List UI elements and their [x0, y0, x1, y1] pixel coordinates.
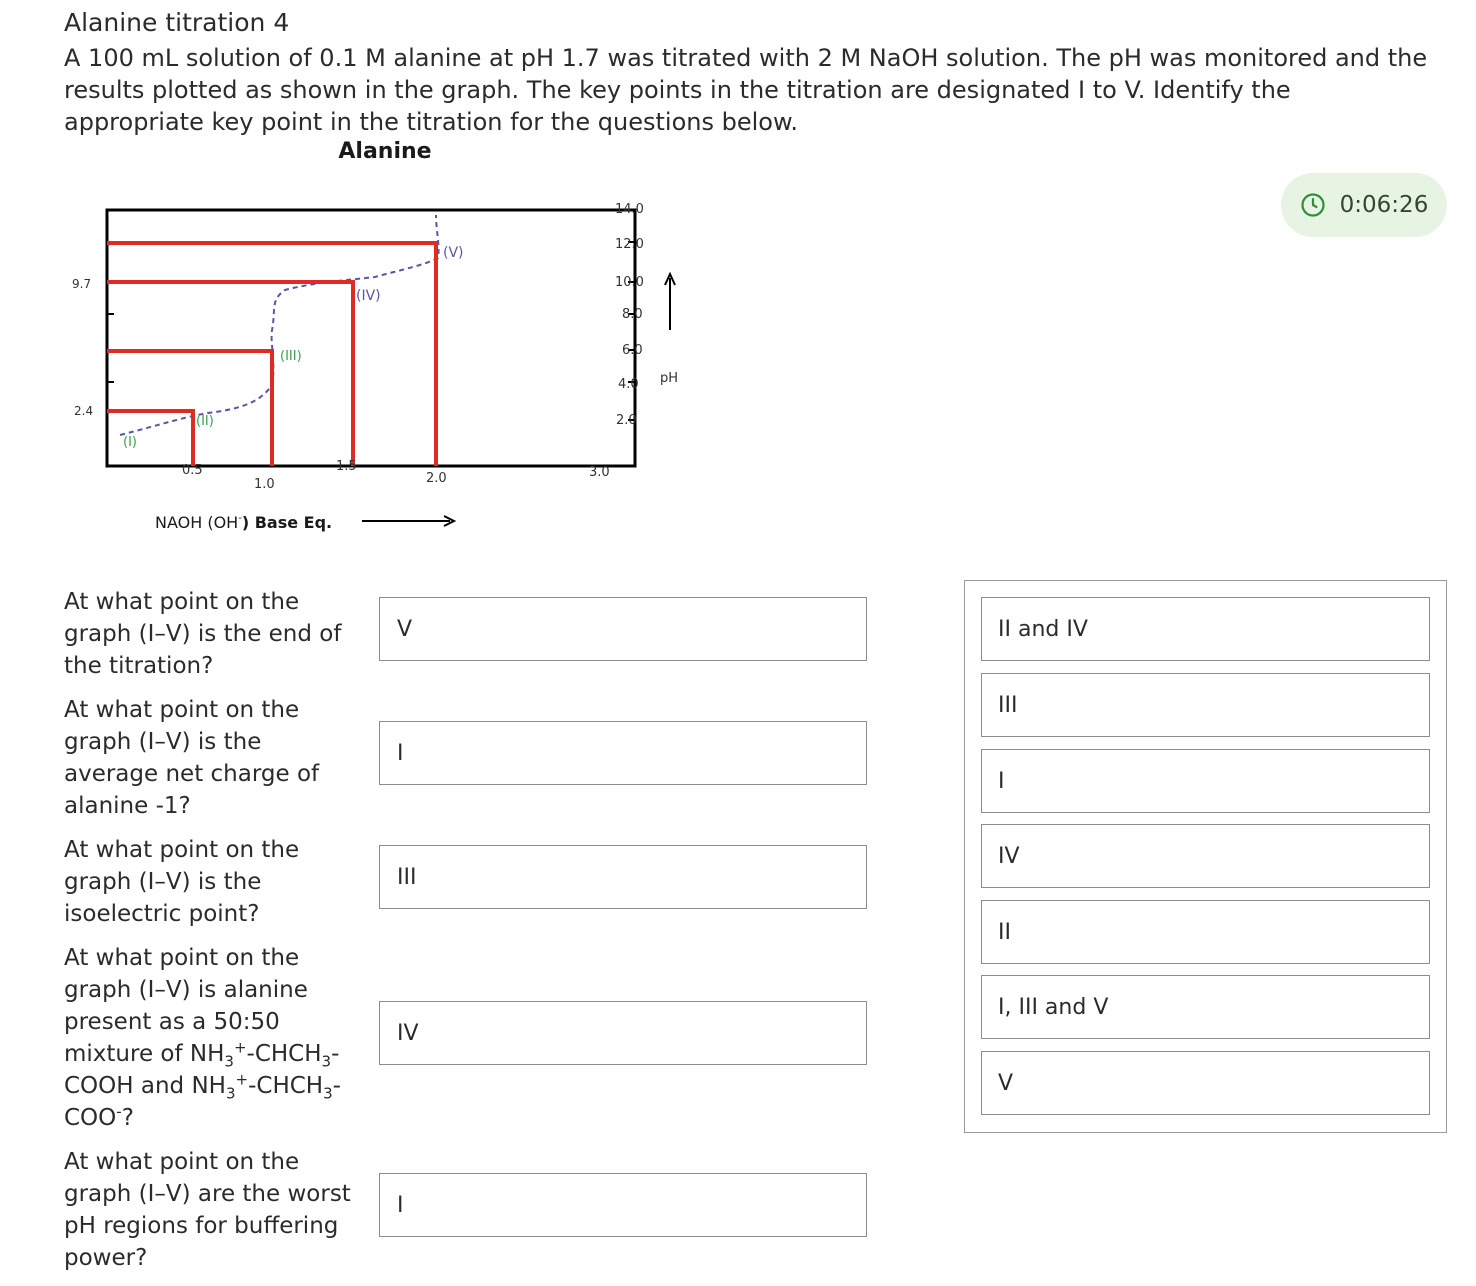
right-label-6: 6.0 — [622, 343, 643, 358]
right-label-8: 8.0 — [622, 307, 643, 322]
pool-item-iii[interactable]: III — [981, 673, 1430, 737]
answer-box-3[interactable]: III — [379, 845, 867, 909]
right-label-10: 10.0 — [615, 275, 644, 290]
bottom-label-1-0: 1.0 — [254, 477, 275, 492]
question-1: At what point on the graph (I–V) is the end of the titration? — [64, 589, 342, 679]
answer-box-5[interactable]: I — [379, 1173, 867, 1237]
question-4-part: ? — [121, 1105, 134, 1131]
x-axis-label — [155, 513, 332, 532]
question-4-part: At what point on the graph (I–V) is alanine present as a 50:50 mixture of NH — [64, 945, 308, 1067]
clock-icon — [1300, 192, 1326, 218]
bottom-label-1-5: 1.5 — [336, 459, 357, 474]
point-label-ii: (II) — [196, 414, 214, 429]
x-axis-label-minus: - — [238, 513, 242, 524]
left-label-2-4: 2.4 — [74, 404, 94, 418]
right-label-4: 4.0 — [618, 377, 639, 392]
bottom-label-2-0: 2.0 — [426, 471, 447, 486]
question-3: At what point on the graph (I–V) is the isoelectric point? — [64, 837, 300, 927]
answer-box-1[interactable]: V — [379, 597, 867, 661]
plot-frame — [107, 210, 635, 466]
question-4-part: -CHCH — [248, 1073, 324, 1099]
question-4 — [64, 942, 354, 1134]
question-4-sup: - — [116, 1102, 122, 1121]
pool-item-ii[interactable]: II — [981, 900, 1430, 964]
timer — [1281, 173, 1447, 237]
answer-box-2[interactable]: I — [379, 721, 867, 785]
ph-label: pH — [660, 371, 679, 386]
pool-item-i[interactable]: I — [981, 749, 1430, 813]
point-label-i: (I) — [123, 435, 137, 450]
pool-item-iv[interactable]: IV — [981, 824, 1430, 888]
question-4-sub: 3 — [224, 1052, 234, 1071]
bottom-label-0-5: 0.5 — [182, 463, 203, 478]
question-4-sup: + — [235, 1070, 249, 1089]
pool-item-v[interactable]: V — [981, 1051, 1430, 1115]
point-label-iv: (IV) — [356, 288, 381, 304]
question-5: At what point on the graph (I–V) are the worst pH regions for buffering power? — [64, 1149, 351, 1271]
left-label-9-7: 9.7 — [72, 277, 92, 291]
timer-value: 0:06:26 — [1339, 192, 1429, 218]
titration-graph — [40, 130, 740, 550]
question-4-sup: + — [233, 1038, 247, 1057]
right-label-14: 14.0 — [615, 202, 644, 217]
question-4-sub: 3 — [323, 1084, 333, 1103]
question-intro: A 100 mL solution of 0.1 M alanine at pH 1.7 was titrated with 2 M NaOH solution. The pH was monitored and the results plotted as shown in the graph. The key points in the titration are designated I to V. Identify the appropriate key point in the titration for the questions below. — [64, 44, 1428, 136]
right-label-12: 12.0 — [615, 237, 644, 252]
bottom-label-3-0: 3.0 — [589, 465, 610, 480]
question-4-sub: 3 — [225, 1084, 236, 1103]
pool-item-i-iii-and-v[interactable]: I, III and V — [981, 975, 1430, 1039]
question-4-part: -CHCH — [246, 1041, 322, 1067]
x-axis-label-prefix: NAOH (OH — [155, 513, 239, 532]
question-4-sub: 3 — [321, 1052, 332, 1071]
point-label-iii: (III) — [280, 349, 302, 364]
question-2: At what point on the graph (I–V) is the average net charge of alanine -1? — [64, 697, 320, 819]
graph-title: Alanine — [338, 139, 432, 164]
x-axis-label-suffix: ) Base Eq. — [241, 513, 333, 532]
answer-pool — [964, 580, 1447, 1133]
point-label-v: (V) — [443, 245, 464, 261]
right-label-2: 2.0 — [616, 413, 637, 428]
pool-item-ii-and-iv[interactable]: II and IV — [981, 597, 1430, 661]
question-4-part: -COOH and NH — [64, 1041, 340, 1099]
page-title: Alanine titration 4 — [64, 8, 290, 37]
answer-box-4[interactable]: IV — [379, 1001, 867, 1065]
question-4-part: -COO — [64, 1073, 341, 1131]
